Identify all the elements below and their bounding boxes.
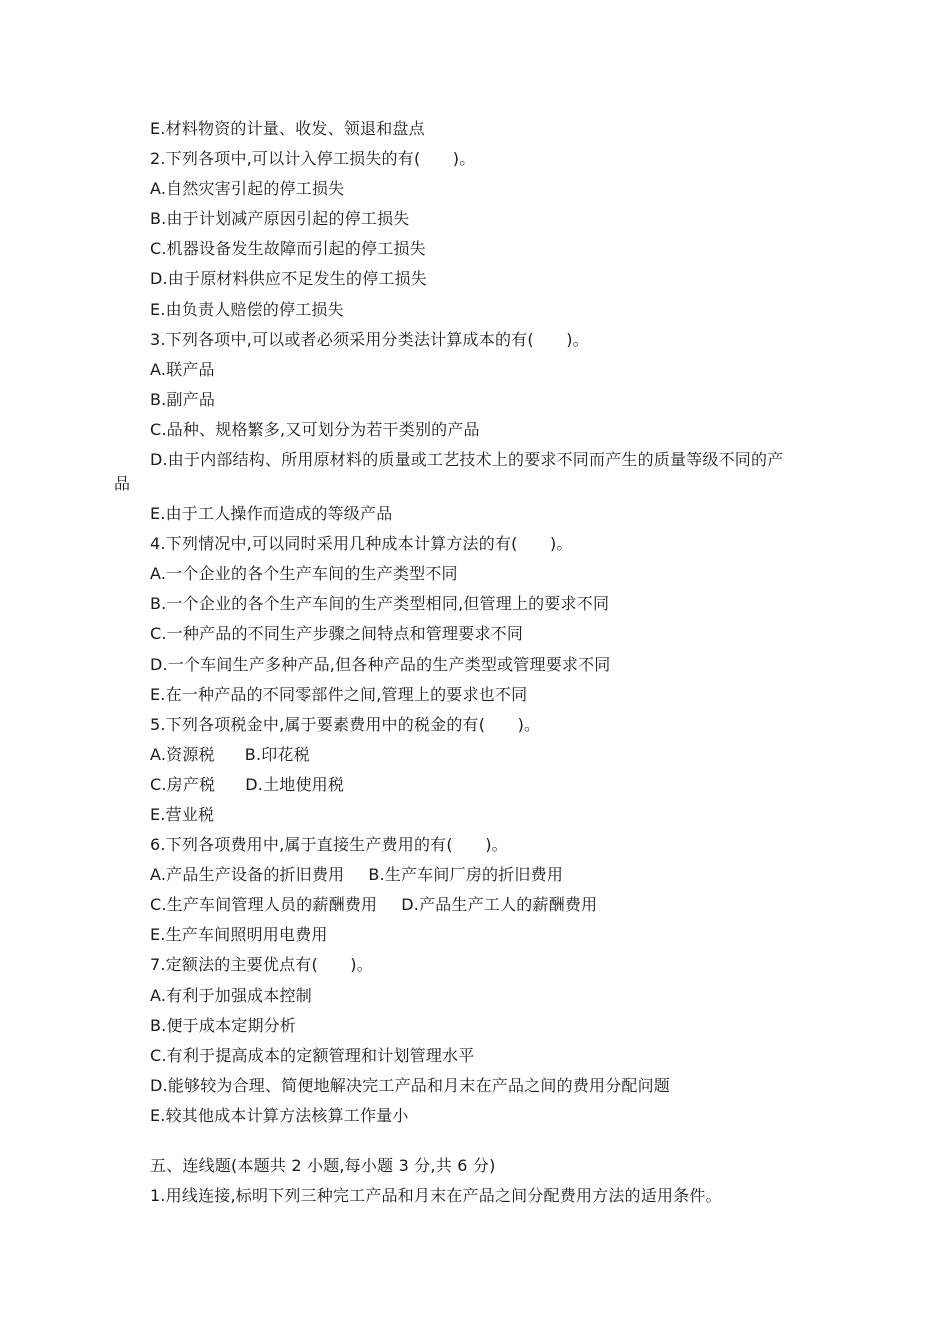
option-line: B.便于成本定期分析	[150, 1015, 297, 1035]
question-line: 1.用线连接,标明下列三种完工产品和月末在产品之间分配费用方法的适用条件。	[150, 1186, 722, 1205]
option-item: B.生产车间厂房的折旧费用	[368, 865, 564, 885]
option-line: D.由于原材料供应不足发生的停工损失	[150, 269, 428, 289]
option-item: D.产品生产工人的薪酬费用	[401, 895, 598, 915]
option-row	[150, 890, 840, 920]
option-line: A.联产品	[150, 359, 215, 379]
option-line: A.有利于加强成本控制	[150, 985, 312, 1005]
question-line: 4.下列情况中,可以同时采用几种成本计算方法的有( )。	[150, 534, 573, 554]
option-row	[150, 860, 840, 890]
option-item: C.生产车间管理人员的薪酬费用	[150, 895, 378, 915]
option-line: B.由于计划减产原因引起的停工损失	[150, 209, 410, 229]
option-line: C.品种、规格繁多,又可划分为若干类别的产品	[150, 419, 480, 439]
question-line: 6.下列各项费用中,属于直接生产费用的有( )。	[150, 835, 508, 855]
question-line: 3.下列各项中,可以或者必须采用分类法计算成本的有( )。	[150, 329, 589, 349]
option-line: C.机器设备发生故障而引起的停工损失	[150, 239, 426, 259]
option-row	[150, 740, 840, 770]
option-line: E.材料物资的计量、收发、领退和盘点	[150, 119, 425, 138]
wrapped-rest-part: 品	[114, 474, 131, 494]
question-line: 2.下列各项中,可以计入停工损失的有( )。	[150, 149, 476, 169]
option-line: D.能够较为合理、简便地解决完工产品和月末在产品之间的费用分配问题	[150, 1075, 671, 1095]
question-line: 7.定额法的主要优点有( )。	[150, 955, 373, 975]
option-line: E.由于工人操作而造成的等级产品	[150, 504, 393, 524]
question-line: 5.下列各项税金中,属于要素费用中的税金的有( )。	[150, 714, 541, 734]
wrapped-first-part: D.由于内部结构、所用原材料的质量或工艺技术上的要求不同而产生的质量等级不同的产	[150, 450, 784, 470]
question-content	[114, 114, 840, 1211]
option-line-wrapped	[114, 445, 840, 499]
section-title: 五、连线题(本题共 2 小题,每小题 3 分,共 6 分)	[150, 1156, 496, 1175]
option-line: E.较其他成本计算方法核算工作量小	[150, 1105, 409, 1125]
option-line: B.副产品	[150, 389, 216, 409]
option-item: D.土地使用税	[245, 774, 345, 794]
option-item: A.资源税	[150, 744, 215, 764]
option-line: A.一个企业的各个生产车间的生产类型不同	[150, 564, 458, 584]
option-row	[150, 770, 840, 800]
option-line: C.一种产品的不同生产步骤之间特点和管理要求不同	[150, 624, 524, 644]
option-line: E.营业税	[150, 804, 215, 824]
option-line: E.在一种产品的不同零部件之间,管理上的要求也不同	[150, 684, 528, 704]
option-item: A.产品生产设备的折旧费用	[150, 865, 345, 885]
option-line: E.由负责人赔偿的停工损失	[150, 299, 344, 319]
option-line: C.有利于提高成本的定额管理和计划管理水平	[150, 1045, 475, 1065]
option-line: D.一个车间生产多种产品,但各种产品的生产类型或管理要求不同	[150, 654, 611, 674]
option-item: B.印花税	[244, 744, 310, 764]
option-line: B.一个企业的各个生产车间的生产类型相同,但管理上的要求不同	[150, 594, 610, 614]
option-line: E.生产车间照明用电费用	[150, 925, 328, 945]
option-line: A.自然灾害引起的停工损失	[150, 179, 345, 199]
option-item: C.房产税	[150, 774, 216, 794]
